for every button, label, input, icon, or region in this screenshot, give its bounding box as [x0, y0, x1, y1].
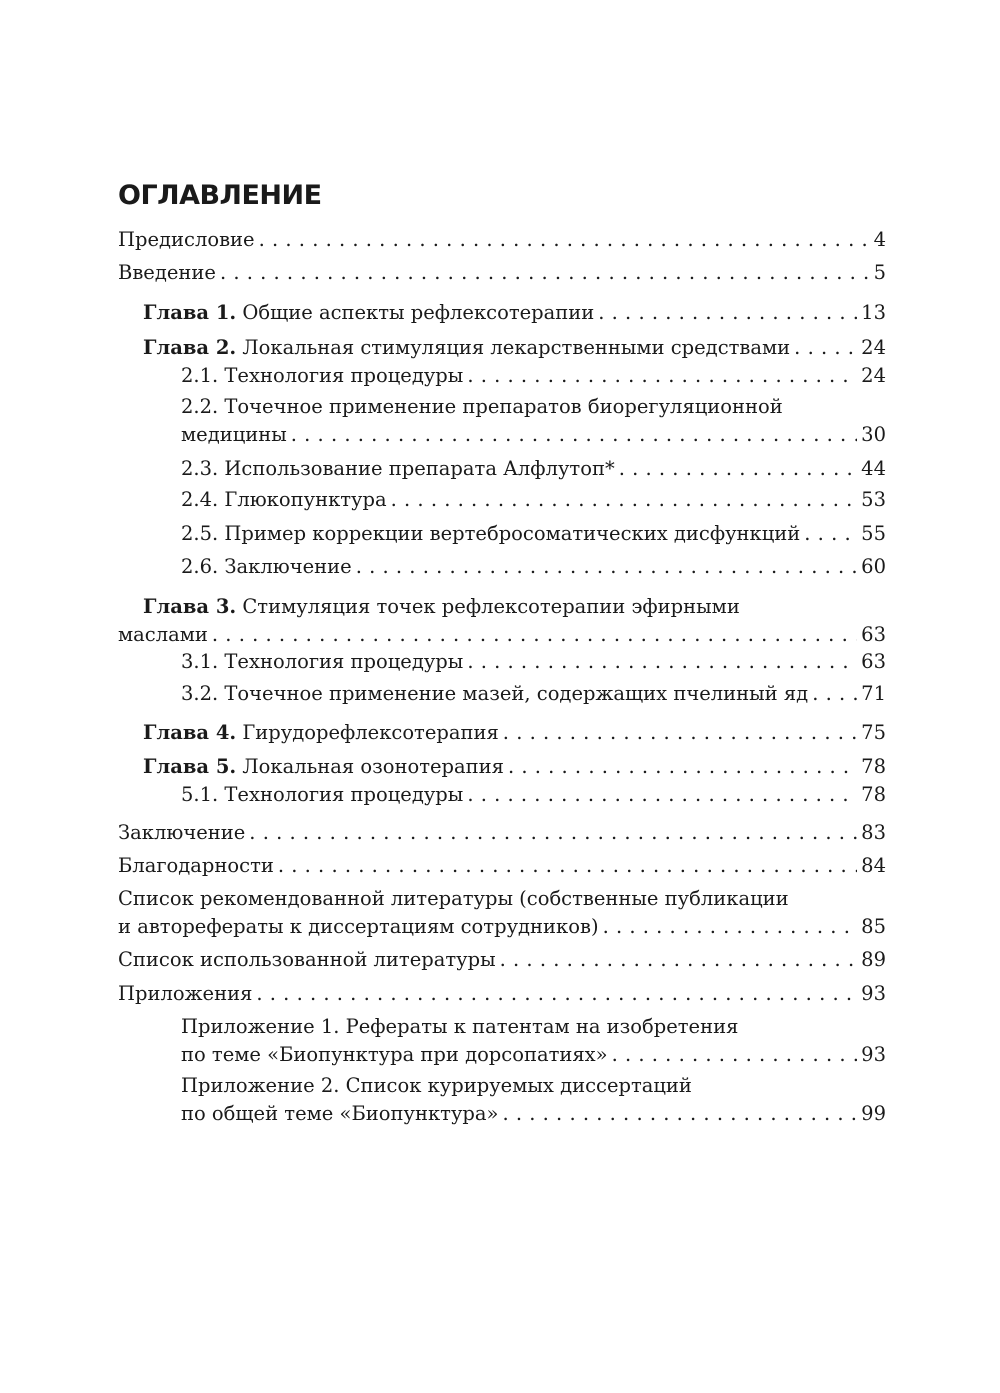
- toc-entry-preface[interactable]: [118, 226, 886, 254]
- toc-leader-dots: [256, 980, 857, 1008]
- toc-page-number: 93: [861, 1043, 886, 1066]
- chapter-number: Глава 1.: [143, 301, 237, 324]
- toc-entry-section-2-5[interactable]: [181, 520, 886, 548]
- toc-entry-title-line1: [118, 593, 886, 621]
- toc-leader-dots: [804, 520, 857, 548]
- toc-entry-title: 5.1. Технология процедуры: [181, 783, 464, 806]
- toc-page-number: 24: [861, 364, 886, 387]
- toc-entry-title-line1: 2.2. Точечное применение препаратов биорегуляционной: [181, 395, 783, 418]
- toc-entry-recommended-literature[interactable]: [118, 885, 886, 941]
- toc-entry-appendices[interactable]: [118, 980, 886, 1008]
- toc-page-number: 85: [861, 915, 886, 938]
- toc-entry-title: [143, 719, 499, 747]
- toc-page-number: 83: [861, 821, 886, 844]
- toc-leader-dots: [794, 334, 857, 362]
- toc-entry-title: медицины: [181, 423, 287, 446]
- toc-entry-title-line1: Приложение 2. Список курируемых диссертаций: [181, 1074, 692, 1097]
- toc-leader-dots: [220, 259, 870, 287]
- toc-entry-section-2-4[interactable]: [181, 486, 886, 514]
- toc-entry-title-line1: Список рекомендованной литературы (собственные публикации: [118, 887, 789, 910]
- chapter-title: Локальная озонотерапия: [236, 755, 504, 778]
- toc-entry-title: 2.6. Заключение: [181, 555, 352, 578]
- toc-entry-chapter-1[interactable]: [143, 299, 886, 327]
- toc-leader-dots: [508, 753, 857, 781]
- toc-entry-title: 2.4. Глюкопунктура: [181, 488, 387, 511]
- toc-entry-section-2-2[interactable]: [181, 393, 886, 449]
- toc-page-number: 13: [861, 301, 886, 324]
- toc-entry-section-5-1[interactable]: [181, 781, 886, 809]
- toc-leader-dots: [598, 299, 857, 327]
- toc-entry-conclusion[interactable]: [118, 819, 886, 847]
- toc-page-number: 55: [861, 522, 886, 545]
- chapter-number: Глава 3.: [143, 595, 237, 618]
- toc-leader-dots: [812, 680, 857, 708]
- toc-entry-title: Список использованной литературы: [118, 948, 496, 971]
- toc-entry-title: 3.1. Технология процедуры: [181, 650, 464, 673]
- toc-page-number: 75: [861, 721, 886, 744]
- toc-entry-title: по теме «Биопунктура при дорсопатиях»: [181, 1043, 608, 1066]
- toc-leader-dots: [356, 553, 857, 581]
- toc-entry-references[interactable]: [118, 946, 886, 974]
- chapter-number: Глава 5.: [143, 755, 237, 778]
- toc-page-number: 63: [861, 623, 886, 646]
- toc-entry-title: [143, 299, 594, 327]
- toc-page-number: 99: [861, 1102, 886, 1125]
- toc-leader-dots: [619, 455, 857, 483]
- toc-entry-chapter-2[interactable]: [143, 334, 886, 362]
- chapter-title: Стимуляция точек рефлексотерапии эфирными: [236, 595, 740, 618]
- toc-entry-title: по общей теме «Биопунктура»: [181, 1102, 499, 1125]
- toc-page-number: 84: [861, 854, 886, 877]
- toc-entry-acknowledgements[interactable]: [118, 852, 886, 880]
- toc-leader-dots: [467, 781, 857, 809]
- toc-page-number: 4: [873, 228, 886, 251]
- toc-entry-title: Заключение: [118, 821, 246, 844]
- toc-entry-title: маслами: [118, 623, 208, 646]
- chapter-title: Локальная стимуляция лекарственными средствами: [236, 336, 791, 359]
- toc-leader-dots: [503, 719, 857, 747]
- toc-entry-title: [143, 753, 504, 781]
- toc-page-number: 44: [861, 457, 886, 480]
- toc-entry-section-3-1[interactable]: [181, 648, 886, 676]
- toc-entry-title: 3.2. Точечное применение мазей, содержащих пчелиный яд: [181, 682, 809, 705]
- toc-page-number: 5: [873, 261, 886, 284]
- toc-page-number: 71: [861, 682, 886, 705]
- toc-page-number: 78: [861, 755, 886, 778]
- toc-leader-dots: [249, 819, 857, 847]
- toc-leader-dots: [502, 1100, 857, 1128]
- toc-entry-title: [143, 334, 790, 362]
- chapter-number: Глава 4.: [143, 721, 237, 744]
- toc-leader-dots: [259, 226, 870, 254]
- toc-entry-title: 2.5. Пример коррекции вертебросоматических дисфункций: [181, 522, 801, 545]
- toc-leader-dots: [612, 1041, 858, 1069]
- toc-entry-title: Благодарности: [118, 854, 274, 877]
- toc-entry-appendix-1[interactable]: [181, 1013, 886, 1069]
- toc-leader-dots: [467, 362, 857, 390]
- toc-leader-dots: [212, 621, 857, 649]
- toc-page-number: 89: [861, 948, 886, 971]
- toc-entry-title-line1: Приложение 1. Рефераты к патентам на изобретения: [181, 1015, 739, 1038]
- toc-leader-dots: [278, 852, 857, 880]
- toc-entry-title: Введение: [118, 261, 216, 284]
- toc-leader-dots: [391, 486, 858, 514]
- chapter-title: Гирудорефлексотерапия: [236, 721, 499, 744]
- toc-page-number: 30: [861, 423, 886, 446]
- toc-entry-introduction[interactable]: [118, 259, 886, 287]
- toc-page-number: 78: [861, 783, 886, 806]
- toc-entry-title: 2.1. Технология процедуры: [181, 364, 464, 387]
- toc-page-number: 53: [861, 488, 886, 511]
- toc-leader-dots: [500, 946, 858, 974]
- toc-page-number: 93: [861, 982, 886, 1005]
- toc-entry-chapter-5[interactable]: [143, 753, 886, 781]
- toc-entry-section-3-2[interactable]: [181, 680, 886, 708]
- toc-entry-title: и авторефераты к диссертациям сотрудников): [118, 915, 599, 938]
- toc-entry-title: Приложения: [118, 982, 253, 1005]
- toc-entry-section-2-6[interactable]: [181, 553, 886, 581]
- toc-entry-appendix-2[interactable]: [181, 1072, 886, 1128]
- chapter-title: Общие аспекты рефлексотерапии: [236, 301, 595, 324]
- toc-leader-dots: [291, 421, 857, 449]
- toc-heading: ОГЛАВЛЕНИЕ: [118, 180, 322, 211]
- toc-entry-title: 2.3. Использование препарата Алфлутоп*: [181, 457, 615, 480]
- toc-entry-chapter-3[interactable]: [118, 593, 886, 649]
- toc-leader-dots: [467, 648, 857, 676]
- toc-leader-dots: [603, 913, 858, 941]
- toc-page-number: 63: [861, 650, 886, 673]
- toc-entry-section-2-3[interactable]: [181, 455, 886, 483]
- toc-entry-title: Предисловие: [118, 228, 255, 251]
- toc-entry-chapter-4[interactable]: [143, 719, 886, 747]
- chapter-number: Глава 2.: [143, 336, 237, 359]
- toc-page-number: 24: [861, 336, 886, 359]
- toc-page-number: 60: [861, 555, 886, 578]
- toc-entry-section-2-1[interactable]: [181, 362, 886, 390]
